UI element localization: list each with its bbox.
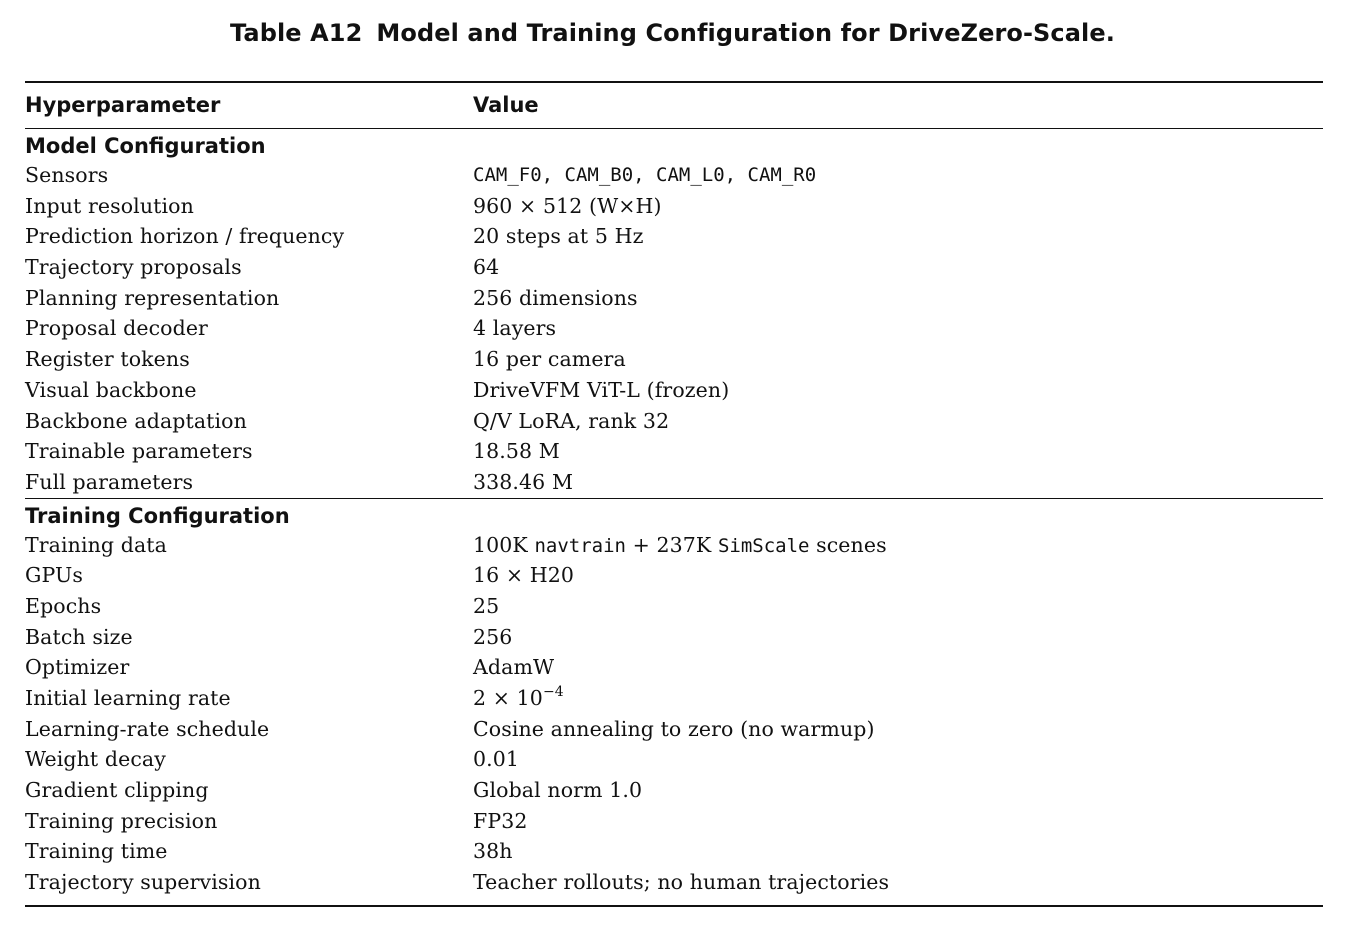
table-caption-label: Table A12 [230,19,363,47]
value-part: 100K [473,532,535,557]
table-row [25,221,1323,252]
config-table [25,81,1323,907]
param-cell: Training precision [25,808,218,833]
table-row [25,436,1323,467]
table-row [25,252,1323,283]
param-cell: Input resolution [25,193,194,218]
header-hyperparameter: Hyperparameter [25,93,221,117]
value-part: + 237K [625,532,718,557]
value-cell: 960 × 512 (W×H) [473,193,662,218]
table-row [25,806,1323,837]
param-cell: Backbone adaptation [25,408,247,433]
section-title-model [25,129,1323,160]
table-row [25,467,1323,498]
value-base: 2 × 10 [473,686,543,710]
value-cell: 20 steps at 5 Hz [473,224,644,249]
section-title-training [25,499,1323,530]
section-title-text: Model Configuration [25,134,266,158]
param-cell: Register tokens [25,347,190,372]
table-row [25,867,1323,898]
param-cell: Full parameters [25,469,194,494]
bottom-rule [25,905,1323,907]
table-row [25,530,1323,561]
value-exponent: −4 [542,684,564,700]
table-row [25,775,1323,806]
param-cell: Batch size [25,624,133,649]
table-row [25,591,1323,622]
section-title-text: Training Configuration [25,503,290,528]
value-part: scenes [809,532,887,557]
value-cell: Cosine annealing to zero (no warmup) [473,716,875,741]
param-cell: Weight decay [25,747,166,772]
value-cell: DriveVFM ViT-L (frozen) [473,377,730,402]
value-cell: Teacher rollouts; no human trajectories [473,870,890,895]
value-cell [473,530,887,564]
table-caption [0,14,1345,52]
table-row [25,836,1323,867]
param-cell: Trajectory supervision [25,870,261,895]
param-cell: Training data [25,532,167,557]
table-row [25,313,1323,344]
value-cell [473,683,564,714]
value-cell: Q/V LoRA, rank 32 [473,408,670,433]
dataset-name-simscale: SimScale [717,534,810,557]
table-row [25,652,1323,683]
table-row [25,283,1323,314]
value-cell: FP32 [473,808,528,833]
param-cell: Learning-rate schedule [25,716,270,741]
param-cell: Initial learning rate [25,686,231,710]
value-cell: 64 [473,255,500,280]
value-cell: 18.58 M [473,439,560,464]
table-row [25,160,1323,191]
param-cell: Planning representation [25,285,280,310]
table-caption-text: Model and Training Configuration for DriveZero-Scale. [376,19,1115,47]
value-cell: Global norm 1.0 [473,778,643,803]
value-cell: 256 dimensions [473,285,638,310]
param-cell: Prediction horizon / frequency [25,224,345,249]
value-cell: CAM_F0, CAM_B0, CAM_L0, CAM_R0 [473,164,817,186]
value-cell: 338.46 M [473,469,574,494]
value-cell: 4 layers [473,316,557,341]
param-cell: Epochs [25,593,102,618]
table-row [25,714,1323,745]
table-header-row [25,83,1323,128]
param-cell: Sensors [25,163,109,187]
value-cell: 0.01 [473,747,520,772]
value-cell: 256 [473,624,513,649]
param-cell: GPUs [25,563,84,588]
table-row [25,375,1323,406]
value-cell: 16 × H20 [473,563,575,588]
param-cell: Trajectory proposals [25,255,242,280]
value-cell: 38h [473,839,513,864]
dataset-name-navtrain: navtrain [534,534,626,557]
param-cell: Training time [25,839,168,864]
table-row [25,683,1323,714]
value-cell: 16 per camera [473,347,626,372]
param-cell: Gradient clipping [25,778,209,803]
table-row [25,344,1323,375]
table-row [25,191,1323,222]
param-cell: Proposal decoder [25,316,208,341]
param-cell: Optimizer [25,655,130,680]
table-row [25,622,1323,653]
value-cell: AdamW [473,655,555,680]
param-cell: Visual backbone [25,377,197,402]
value-cell: 25 [473,593,500,618]
table-row [25,744,1323,775]
table-row [25,560,1323,591]
header-value: Value [473,93,539,117]
table-row [25,406,1323,437]
param-cell: Trainable parameters [25,439,253,464]
